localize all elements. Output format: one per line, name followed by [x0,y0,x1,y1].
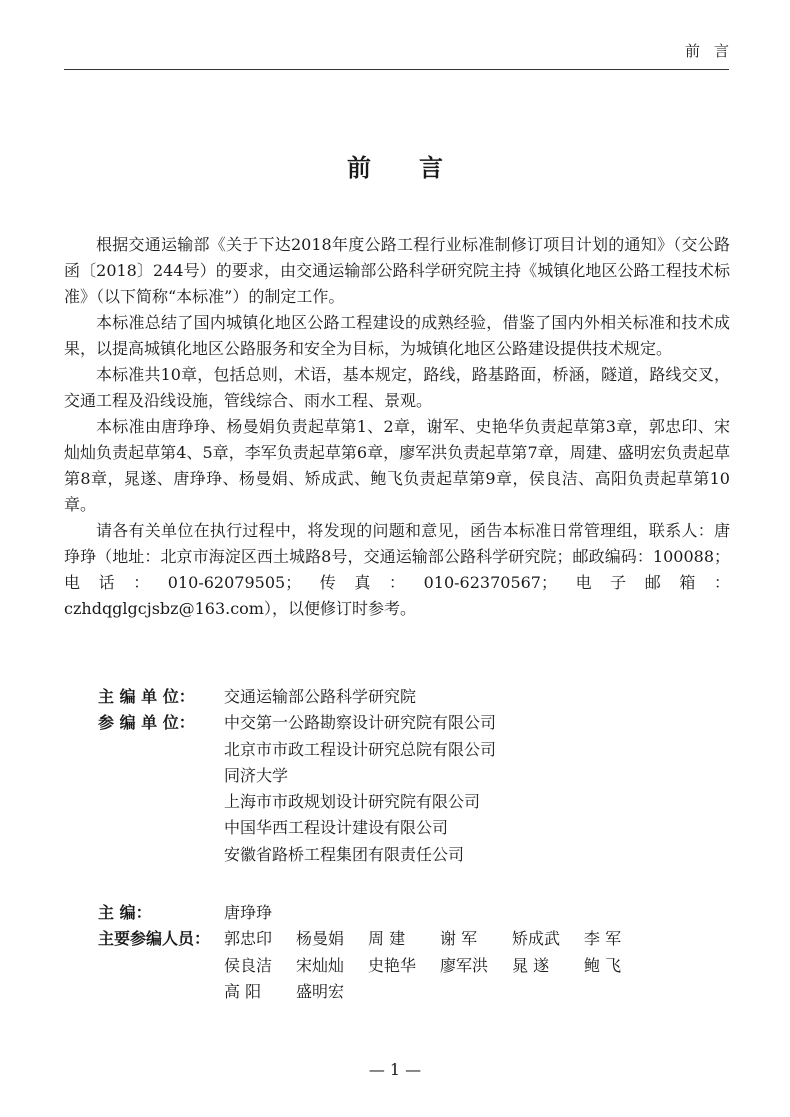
editor-name: 矫成武 [512,929,561,949]
editor-name: 李 军 [584,929,622,949]
running-header-title: 前言 [684,42,743,60]
page-title: 前言 [347,154,491,182]
editor-name: 盛明宏 [296,981,345,1001]
editor-line [224,953,656,979]
paragraph: 本标准共10章，包括总则，术语，基本规定，路线，路基路面，桥涵，隧道，路线交叉，交通工程及沿线设施，管线综合、雨水工程、景观。 [64,365,730,410]
body-text [64,232,730,622]
participating-units-label: 参 编 单 位： [98,713,195,733]
editor-name: 高 阳 [224,981,262,1001]
participating-units-row [98,710,496,868]
paragraph: 根据交通运输部《关于下达2018年度公路工程行业标准制修订项目计划的通知》（交公路函〔2018〕244号）的要求，由交通运输部公路科学研究院主持《城镇化地区公路工程技术标准》（以下简称“本标准”）的制定工作。 [64,235,730,306]
participating-unit: 北京市市政工程设计研究总院有限公司 [224,739,497,759]
editor-name: 杨曼娟 [296,929,345,949]
paragraph: 本标准由唐琤琤、杨曼娟负责起草第1、2章，谢军、史艳华负责起草第3章，郭忠印、宋灿灿负责起草第4、5章，李军负责起草第6章，廖军洪负责起草第7章，周建、盛明宏负责起草第8章，晁遂、唐琤琤、杨曼娟、矫成武、鲍飞负责起草第9章，侯良洁、高阳负责起草第10章。 [64,417,730,514]
main-editors-label: 主要参编人员： [98,929,211,949]
chief-unit-row [98,684,496,710]
participating-unit: 中国华西工程设计建设有限公司 [224,818,449,838]
editor-name: 郭忠印 [224,929,273,949]
editor-line [224,979,656,1005]
chief-editor-row [98,900,656,926]
editors-section [98,900,656,1005]
editor-name: 周 建 [368,929,406,949]
editor-line [224,926,656,952]
paragraph: 本标准总结了国内城镇化地区公路工程建设的成熟经验，借鉴了国内外相关标准和技术成果，以提高城镇化地区公路服务和安全为目标，为城镇化地区公路建设提供技术规定。 [64,313,730,358]
participating-unit: 安徽省路桥工程集团有限责任公司 [224,844,465,864]
editor-name: 史艳华 [368,955,417,975]
units-section [98,684,496,868]
participating-unit: 上海市市政规划设计研究院有限公司 [224,792,481,812]
page-number: — 1 — [368,1060,422,1079]
editor-name: 谢 军 [440,929,478,949]
editor-name: 侯良洁 [224,955,273,975]
editor-name: 廖军洪 [440,955,489,975]
chief-unit: 交通运输部公路科学研究院 [224,687,417,706]
editor-name: 鲍 飞 [584,955,622,975]
chief-editor-label: 主 编： [98,903,152,922]
editor-name: 宋灿灿 [296,955,345,975]
participating-unit: 中交第一公路勘察设计研究院有限公司 [224,713,497,733]
participating-unit: 同济大学 [224,765,289,785]
chief-unit-label: 主 编 单 位： [98,687,195,706]
editor-name: 晁 遂 [512,955,550,975]
chief-editor: 唐琤琤 [224,903,273,922]
running-header [64,40,743,70]
paragraph: 请各有关单位在执行过程中，将发现的问题和意见，函告本标准日常管理组，联系人：唐琤琤（地址：北京市海淀区西土城路8号，交通运输部公路科学研究院；邮政编码：100088；电话：010-62079505；传真：010-62370567；电子邮箱：czhdqglgcjsbz@163.com），以便修订时参考。 [64,521,730,618]
main-editors-row [98,926,656,1005]
